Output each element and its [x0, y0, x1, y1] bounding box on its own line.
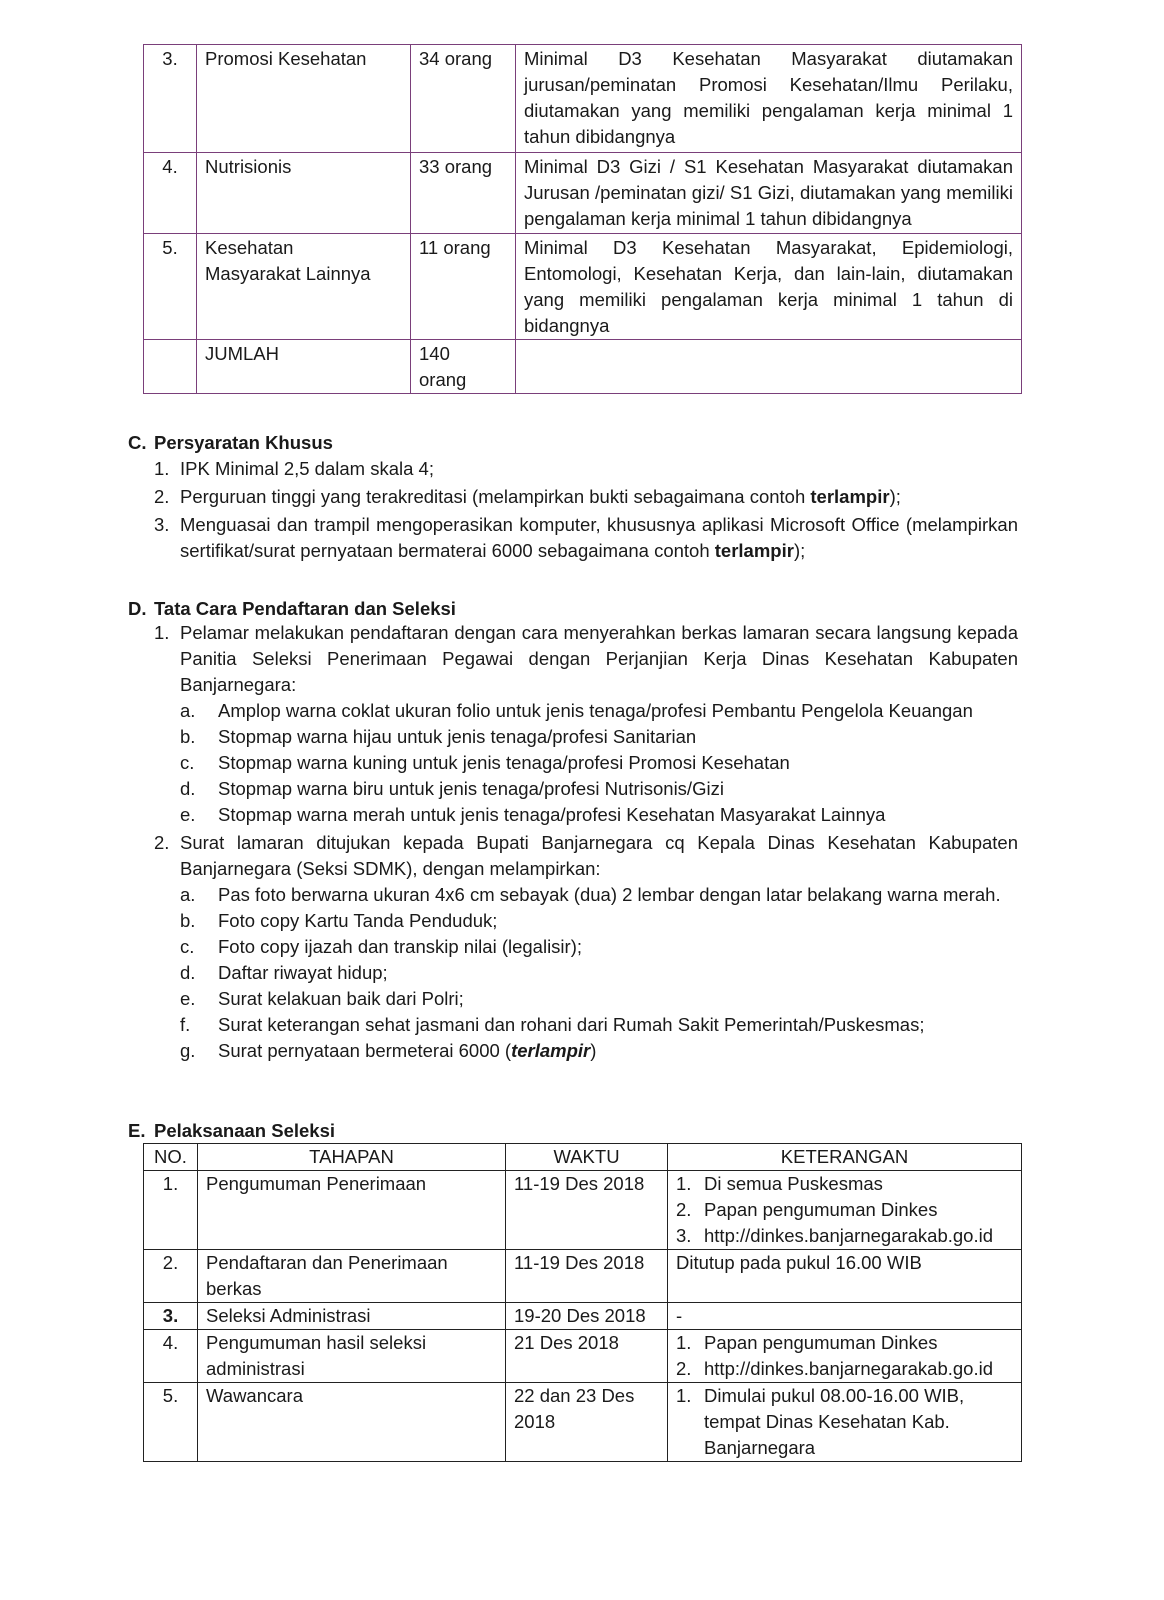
- table-row: 4. Pengumuman hasil seleksi administrasi 21 Des 2018 1. Papan pengumuman Dinkes 2. http://dinkes.banjarnegarakab.go.id: [144, 1330, 1022, 1383]
- section-c-heading: C. Persyaratan Khusus: [128, 432, 333, 453]
- list-item: 2. Surat lamaran ditujukan kepada Bupati Banjarnegara cq Kepala Dinas Kesehatan Kabupaten Banjarnegara (Seksi SDMK), dengan melampirkan:: [154, 832, 1018, 879]
- list-item: 2. Perguruan tinggi yang terakreditasi (melampirkan bukti sebagaimana contoh terlampir);: [154, 486, 901, 507]
- column-header-time: WAKTU: [506, 1144, 668, 1171]
- sub-list: [154, 698, 1018, 828]
- table-row: [144, 153, 1022, 234]
- table-header-row: [144, 1144, 1022, 1171]
- list-item: 1. IPK Minimal 2,5 dalam skala 4;: [154, 458, 434, 479]
- section-c-list: [154, 456, 1018, 564]
- sub-item: g. Surat pernyataan bermeterai 6000 (terlampir): [180, 1040, 597, 1061]
- column-header-no: NO.: [144, 1144, 198, 1171]
- table-row: [144, 45, 1022, 153]
- list-item: 3. Menguasai dan trampil mengoperasikan komputer, khususnya aplikasi Microsoft Office (melampirkan sertifikat/surat pernyataan bermaterai 6000 sebagaimana contoh terlampir);: [154, 514, 1018, 561]
- column-header-note: KETERANGAN: [668, 1144, 1022, 1171]
- position-name: Promosi Kesehatan: [197, 45, 411, 153]
- schedule-table: [143, 1143, 1022, 1462]
- position-requirement: Minimal D3 Kesehatan Masyarakat diutamakan jurusan/peminatan Promosi Kesehatan/Ilmu Perilaku, diutamakan yang memiliki pengalaman kerja minimal 1 tahun dibidangnya: [516, 45, 1022, 153]
- sub-item: d. Stopmap warna biru untuk jenis tenaga/profesi Nutrisonis/Gizi: [180, 778, 724, 799]
- column-header-stage: TAHAPAN: [198, 1144, 506, 1171]
- position-count: 11 orang: [411, 234, 516, 340]
- row-number: 5.: [144, 234, 197, 340]
- sub-item: d. Daftar riwayat hidup;: [180, 962, 388, 983]
- section-d-list: [154, 620, 1018, 1064]
- row-number: 4.: [144, 153, 197, 234]
- sub-item: f. Surat keterangan sehat jasmani dan rohani dari Rumah Sakit Pemerintah/Puskesmas;: [180, 1014, 925, 1035]
- sub-item: c. Foto copy ijazah dan transkip nilai (legalisir);: [180, 936, 583, 957]
- position-count: 33 orang: [411, 153, 516, 234]
- sub-item: b. Stopmap warna hijau untuk jenis tenaga/profesi Sanitarian: [180, 726, 697, 747]
- sub-item: e. Stopmap warna merah untuk jenis tenaga/profesi Kesehatan Masyarakat Lainnya: [180, 804, 886, 825]
- position-requirement: Minimal D3 Gizi / S1 Kesehatan Masyarakat diutamakan Jurusan /peminatan gizi/ S1 Gizi, diutamakan yang memiliki pengalaman kerja minimal 1 tahun dibidangnya: [516, 153, 1022, 234]
- table-row-total: [144, 340, 1022, 394]
- table-row: 1. Pengumuman Penerimaan 11-19 Des 2018 1. Di semua Puskesmas 2. Papan pengumuman Dinkes 3. http://dinkes.banjarnegarakab.go.id: [144, 1171, 1022, 1250]
- sub-item: b. Foto copy Kartu Tanda Penduduk;: [180, 910, 498, 931]
- total-value: 140 orang: [411, 340, 516, 394]
- section-e-title: Pelaksanaan Seleksi: [154, 1120, 336, 1141]
- table-row: [144, 234, 1022, 340]
- table-row: 2. Pendaftaran dan Penerimaan berkas 11-19 Des 2018 Ditutup pada pukul 16.00 WIB: [144, 1250, 1022, 1303]
- section-d-heading: D. Tata Cara Pendaftaran dan Seleksi: [128, 598, 456, 619]
- table-row: 3. Seleksi Administrasi 19-20 Des 2018 -: [144, 1303, 1022, 1330]
- sub-item: c. Stopmap warna kuning untuk jenis tenaga/profesi Promosi Kesehatan: [180, 752, 790, 773]
- section-d-title: Tata Cara Pendaftaran dan Seleksi: [154, 598, 456, 619]
- sub-item: a. Pas foto berwarna ukuran 4x6 cm sebayak (dua) 2 lembar dengan latar belakang warna merah.: [180, 884, 1001, 905]
- formation-table: [143, 44, 1022, 394]
- position-name: Kesehatan Masyarakat Lainnya: [197, 234, 411, 340]
- total-label: JUMLAH: [197, 340, 411, 394]
- sub-item: e. Surat kelakuan baik dari Polri;: [180, 988, 464, 1009]
- position-requirement: Minimal D3 Kesehatan Masyarakat, Epidemiologi, Entomologi, Kesehatan Kerja, dan lain-lain, diutamakan yang memiliki pengalaman kerja minimal 1 tahun di bidangnya: [516, 234, 1022, 340]
- sub-list: [154, 882, 1018, 1064]
- section-e-heading: E. Pelaksanaan Seleksi: [128, 1120, 336, 1141]
- list-item: 1. Pelamar melakukan pendaftaran dengan cara menyerahkan berkas lamaran secara langsung kepada Panitia Seleksi Penerimaan Pegawai dengan Perjanjian Kerja Dinas Kesehatan Kabupaten Banjarnegara:: [154, 622, 1018, 695]
- table-row: 5. Wawancara 22 dan 23 Des 2018 1. Dimulai pukul 08.00-16.00 WIB, tempat Dinas Kesehatan Kab. Banjarnegara: [144, 1383, 1022, 1462]
- section-c-title: Persyaratan Khusus: [154, 432, 333, 453]
- sub-item: a. Amplop warna coklat ukuran folio untuk jenis tenaga/profesi Pembantu Pengelola Keuangan: [180, 700, 973, 721]
- row-number: 3.: [144, 45, 197, 153]
- position-name: Nutrisionis: [197, 153, 411, 234]
- position-count: 34 orang: [411, 45, 516, 153]
